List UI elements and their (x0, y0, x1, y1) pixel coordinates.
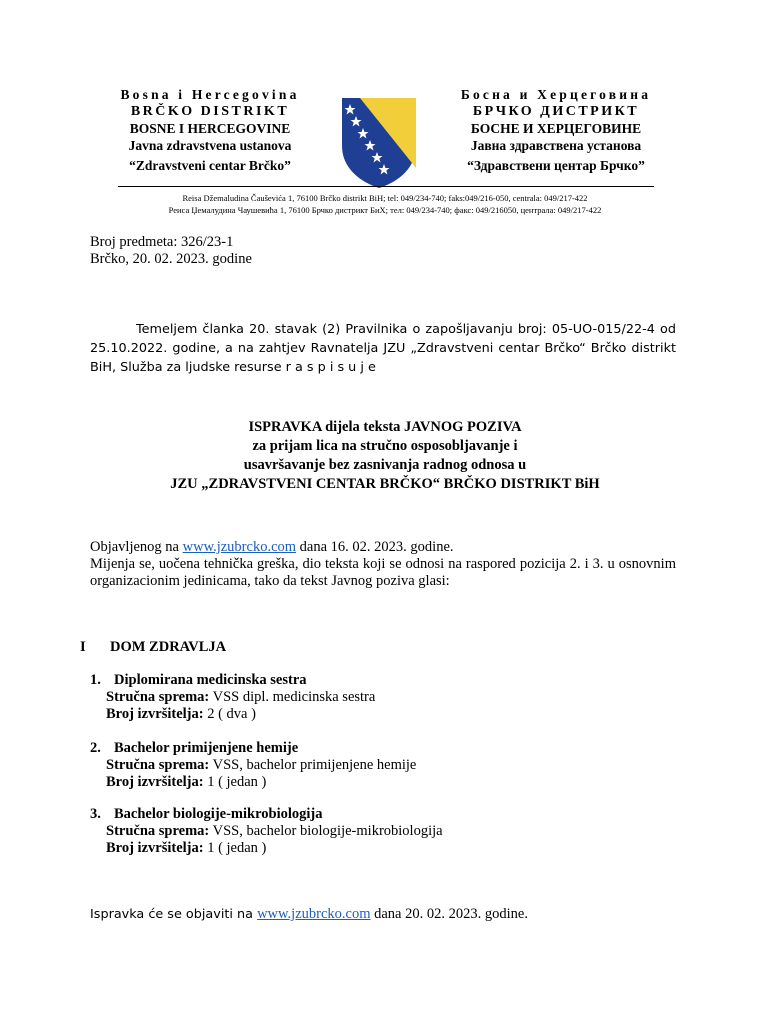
pub-suffix: dana 16. 02. 2023. godine. (296, 539, 454, 555)
item-number: 2. (90, 740, 101, 756)
institution-name-latin: “Zdravstveni centar Brčko” (129, 158, 291, 173)
count-value: 2 ( dva ) (203, 706, 256, 722)
country-latin: Bosna i Hercegovina (120, 87, 300, 102)
section-number: I (80, 639, 86, 655)
list-item (90, 806, 443, 857)
qualification-label: Stručna sprema: (106, 689, 210, 705)
qualification-label: Stručna sprema: (106, 823, 210, 839)
publication-paragraph (90, 539, 676, 590)
document-meta (90, 234, 252, 268)
district-latin: BRČKO DISTRIKT (130, 104, 290, 119)
title-line-1: ISPRAVKA dijela teksta JAVNOG POZIVA (248, 419, 522, 435)
case-number: Broj predmeta: 326/23-1 (90, 234, 234, 250)
district2-cyrillic: БОСНЕ И ХЕРЦЕГОВИНЕ (470, 121, 642, 136)
website-link[interactable]: www.jzubrcko.com (182, 539, 297, 555)
intro-paragraph (90, 320, 676, 377)
header-left (100, 86, 320, 174)
list-item (90, 672, 375, 723)
section-heading (80, 639, 226, 656)
district-cyrillic: БРЧКО ДИСТРИКТ (472, 104, 640, 119)
item-title: Diplomirana medicinska sestra (114, 672, 307, 688)
qualification-label: Stručna sprema: (106, 757, 210, 773)
title-line-4: JZU „ZDRAVSTVENI CENTAR BRČKO“ BRČKO DISTRIKT BiH (170, 476, 600, 492)
count-label: Broj izvršitelja: (106, 706, 204, 722)
qualification-value: VSS dipl. medicinska sestra (209, 689, 376, 705)
pub-prefix: Objavljenog na (90, 539, 183, 555)
count-label: Broj izvršitelja: (106, 840, 204, 856)
website-link[interactable]: www.jzubrcko.com (257, 906, 371, 922)
institution-type-cyrillic: Јавна здравствена установа (470, 138, 642, 153)
count-label: Broj izvršitelja: (106, 774, 204, 790)
address-latin: Reisa Džemaludina Čauševića 1, 76100 Brčko distrikt BiH; tel: 049/234-740; faks:049/216-050, centrala: 049/217-422 (182, 193, 588, 203)
pub-correction-text: Mijenja se, uočena tehnička greška, dio teksta koji se odnosi na raspored pozicija 2. i 3. u osnovnim organizacionim jedinicama, tako da tekst Javnog poziva glasi: (90, 556, 676, 589)
item-title: Bachelor primijenjene hemije (114, 740, 299, 756)
title-line-3: usavršavanje bez zasnivanja radnog odnosa u (243, 457, 527, 473)
item-title: Bachelor biologije-mikrobiologija (114, 806, 323, 822)
closing-paragraph (90, 906, 528, 923)
header-divider (118, 186, 654, 187)
count-value: 1 ( jedan ) (203, 774, 267, 790)
document-title (100, 418, 670, 494)
institution-name-cyrillic: “Здравствени центар Брчко” (467, 158, 645, 173)
header-right (438, 86, 674, 174)
intro-text: Temeljem članka 20. stavak (2) Pravilnika o zapošljavanju broj: 05-UO-015/22-4 od 25.10.2022. godine, a na zahtjev Ravnatelja JZU „Zdravstveni centar Brčko“ Brčko distrikt BiH, Služba za ljudske resurse r a s p i s u j e (90, 322, 676, 375)
item-number: 3. (90, 806, 101, 822)
section-title: DOM ZDRAVLJA (110, 639, 227, 655)
address-cyrillic: Реиса Џемалудина Чаушевића 1, 76100 Брчко дистрикт БиХ; тел: 049/234-740; факс: 049/216050, централа: 049/217-422 (168, 205, 602, 215)
bih-coat-of-arms-icon (338, 94, 420, 190)
title-line-2: za prijam lica na stručno osposobljavanje i (252, 438, 518, 454)
count-value: 1 ( jedan ) (203, 840, 267, 856)
list-item (90, 740, 416, 791)
institution-type-latin: Javna zdravstvena ustanova (128, 138, 292, 153)
document-date: Brčko, 20. 02. 2023. godine (90, 251, 252, 267)
qualification-value: VSS, bachelor biologije-mikrobiologija (209, 823, 443, 839)
item-number: 1. (90, 672, 101, 688)
country-cyrillic: Босна и Херцеговина (460, 87, 652, 102)
district2-latin: BOSNE I HERCEGOVINE (129, 121, 291, 136)
closing-suffix: dana 20. 02. 2023. godine. (370, 906, 528, 922)
qualification-value: VSS, bachelor primijenjene hemije (209, 757, 417, 773)
closing-prefix: Ispravka će se objaviti na (90, 907, 258, 922)
